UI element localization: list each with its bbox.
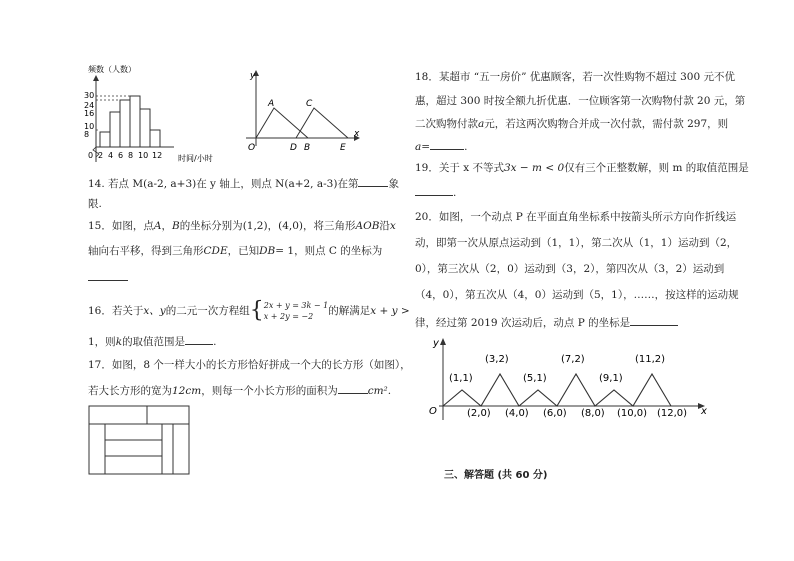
histogram-bar [110, 112, 120, 147]
q15-line3 [88, 269, 128, 285]
q20-answer-blank[interactable] [630, 314, 678, 326]
rectangles-figure [88, 405, 192, 477]
q20-line4: （4，0），第五次从（4，0）运动到（5，1），……，按这样的运动规 [415, 289, 739, 301]
q19-line1 [415, 161, 749, 175]
q16-line1 [88, 300, 410, 324]
q16-xy: x、y [143, 305, 166, 317]
q19-line2 [415, 184, 456, 200]
q15-p2: 的坐标分别为 [179, 220, 243, 232]
q15-answer-blank[interactable] [88, 269, 128, 281]
triangle-figure [236, 66, 366, 156]
q14-line1 [88, 175, 399, 191]
q18-line2: 惠，超过 300 时按全额九折优惠．一位顾客第一次购物付款 20 元，第 [415, 95, 746, 107]
q15-line1 [88, 219, 396, 233]
q17-end: . [387, 385, 392, 397]
triangle-y-label: y [250, 71, 256, 81]
zigzag-bottom-label: (4,0) [505, 408, 529, 419]
q18-line3b: 元，若这两次购物合并成一次付款，需付款 297，则 [484, 118, 729, 130]
histogram-ytick: 0 [88, 151, 94, 160]
q15-DB: DB [259, 245, 276, 257]
q15-comma: ， [267, 220, 279, 232]
section3-heading: 三、解答题 (共 60 分) [444, 470, 548, 481]
triangle-x-label: x [354, 129, 360, 139]
q18-line4b: = [421, 141, 431, 153]
q19-end: . [453, 187, 457, 199]
triangle-A-label: A [268, 99, 275, 109]
q16-eq2: x + 2y = −2 [263, 312, 314, 321]
q15-coord1: (1,2) [242, 220, 268, 232]
q18-line1: 18．某超市 “五一房价” 优惠顾客，若一次性购物不超过 300 元不优 [415, 71, 735, 83]
zigzag-bottom-label: (6,0) [543, 408, 567, 419]
histogram-bar [100, 132, 110, 147]
histogram-xtick: 8 [128, 151, 134, 160]
q15-p1: 15．如图，点 [88, 220, 154, 232]
q20-line1: 20．如图，一个动点 P 在平面直角坐标系中按箭头所示方向作折线运 [415, 211, 737, 223]
q17-width: 12cm [172, 385, 202, 397]
zigzag-x-label: x [701, 406, 707, 417]
zigzag-top-label: (7,2) [561, 354, 585, 365]
q18-line4 [415, 138, 467, 154]
q16-eq1: 2x + y = 3k − 1 [263, 301, 329, 310]
q19-ineq: 3x − m < 0 [503, 162, 565, 174]
q19-answer-blank[interactable] [415, 184, 453, 196]
q17-line2a: 若大长方形的宽为 [88, 385, 172, 397]
zigzag-top-label: (11,2) [635, 354, 666, 365]
histogram-ytick: 8 [84, 130, 90, 139]
histogram-bar [140, 109, 150, 147]
histogram-ylabel: 频数（人数） [88, 65, 136, 74]
q15-sep: ， [161, 220, 172, 232]
q16-p3: 的解满足 [328, 305, 371, 317]
histogram-ytick: 10 [84, 122, 95, 131]
q15-p3: ，将三角形 [303, 220, 356, 232]
q16-brace: { [249, 298, 264, 323]
zigzag-y-label: y [433, 338, 439, 349]
q14-text: 14. 若点 M(a-2, a+3)在 y 轴上，则点 N(a+2, a-3)在第 [88, 178, 359, 190]
zigzag-top-label: (3,2) [485, 354, 509, 365]
histogram-bar [120, 100, 130, 147]
q18-line3a: 二次购物付款 [415, 118, 478, 130]
q15-x: x [389, 220, 396, 232]
q15-line2 [88, 244, 382, 258]
q18-end: . [464, 141, 468, 153]
histogram-bar [130, 96, 140, 147]
q17-line2 [88, 382, 391, 398]
q20-line2: 动，即第一次从原点运动到（1，1），第二次从（1，1）运动到（2， [415, 237, 738, 249]
histogram-ytick: 30 [84, 91, 95, 100]
q16-line2a: 1，则 [88, 336, 116, 348]
q16-p1: 16．若关于 [88, 305, 144, 317]
triangle-C-label: C [306, 99, 313, 109]
q18-a: a [478, 118, 485, 130]
histogram-xtick: 2 [98, 151, 104, 160]
q14-line2: 限. [88, 198, 102, 210]
zigzag-bottom-label: (10,0) [617, 408, 648, 419]
q18-line4a: a [415, 141, 422, 153]
q18-line3 [415, 117, 728, 131]
q15-AOB: AOB [355, 220, 380, 232]
histogram-xtick: 10 [138, 151, 149, 160]
histogram-xtick: 6 [118, 151, 124, 160]
q19-p1: 19．关于 x 不等式 [415, 162, 504, 174]
q15-B: B [171, 220, 180, 232]
q17-answer-blank[interactable] [338, 382, 368, 394]
zigzag-bottom-label: (8,0) [581, 408, 605, 419]
q15-A: A [153, 220, 162, 232]
zigzag-top-label: (9,1) [599, 373, 623, 384]
zigzag-bottom-label: (2,0) [467, 408, 491, 419]
q20-line3: 0），第三次从（2，0）运动到（3，2），第四次从（3，2）运动到 [415, 263, 725, 275]
q15-CDE: CDE [203, 245, 228, 257]
q16-system [264, 300, 329, 322]
q20-line5 [415, 314, 678, 330]
zigzag-top-label: (1,1) [449, 373, 473, 384]
q15-line2c: = 1，则点 C 的坐标为 [275, 245, 383, 257]
q17-unit: cm² [367, 385, 388, 397]
triangle-D-label: D [290, 143, 297, 153]
q16-line2 [88, 333, 216, 349]
q15-line2a: 轴向右平移，得到三角形 [88, 245, 204, 257]
histogram-xtick: 12 [152, 151, 163, 160]
q16-end: . [213, 336, 217, 348]
q18-answer-blank[interactable] [430, 138, 464, 150]
histogram-bar [150, 130, 160, 147]
q15-line2b: ，已知 [227, 245, 260, 257]
zigzag-top-label: (5,1) [523, 373, 547, 384]
triangle-E-label: E [340, 143, 346, 153]
histogram-ytick: 16 [84, 109, 95, 118]
q19-p2: 仅有三个正整数解，则 m 的取值范围是 [564, 162, 749, 174]
q14-answer-blank[interactable] [358, 175, 388, 187]
q20-line5-text: 律，经过第 2019 次运动后，动点 P 的坐标是 [415, 317, 631, 329]
q14-suffix: 象 [388, 178, 399, 190]
histogram-ytick: 24 [84, 101, 95, 110]
histogram-figure [82, 62, 232, 170]
q17-line2b: ，则每一个小长方形的面积为 [201, 385, 338, 397]
triangle-B-label: B [304, 143, 311, 153]
q16-p2: 的二元一次方程组 [165, 305, 250, 317]
q16-cond: x + y > [370, 305, 410, 317]
q17-line1: 17．如图，8 个一样大小的长方形恰好拼成一个大的长方形（如图）， [88, 359, 411, 371]
histogram-xtick: 4 [108, 151, 114, 160]
q16-line2b: 的取值范围是 [122, 336, 186, 348]
q15-coord2: (4,0) [278, 220, 303, 232]
q16-answer-blank[interactable] [185, 333, 213, 345]
histogram-xlabel: 时间/小时 [178, 154, 213, 163]
zigzag-figure [425, 336, 715, 422]
zigzag-O-label: O [429, 406, 437, 417]
zigzag-path [443, 374, 671, 406]
zigzag-bottom-label: (12,0) [657, 408, 688, 419]
q15-p4: 沿 [379, 220, 390, 232]
triangle-O-label: O [248, 143, 256, 153]
q16-k: k [115, 336, 123, 348]
